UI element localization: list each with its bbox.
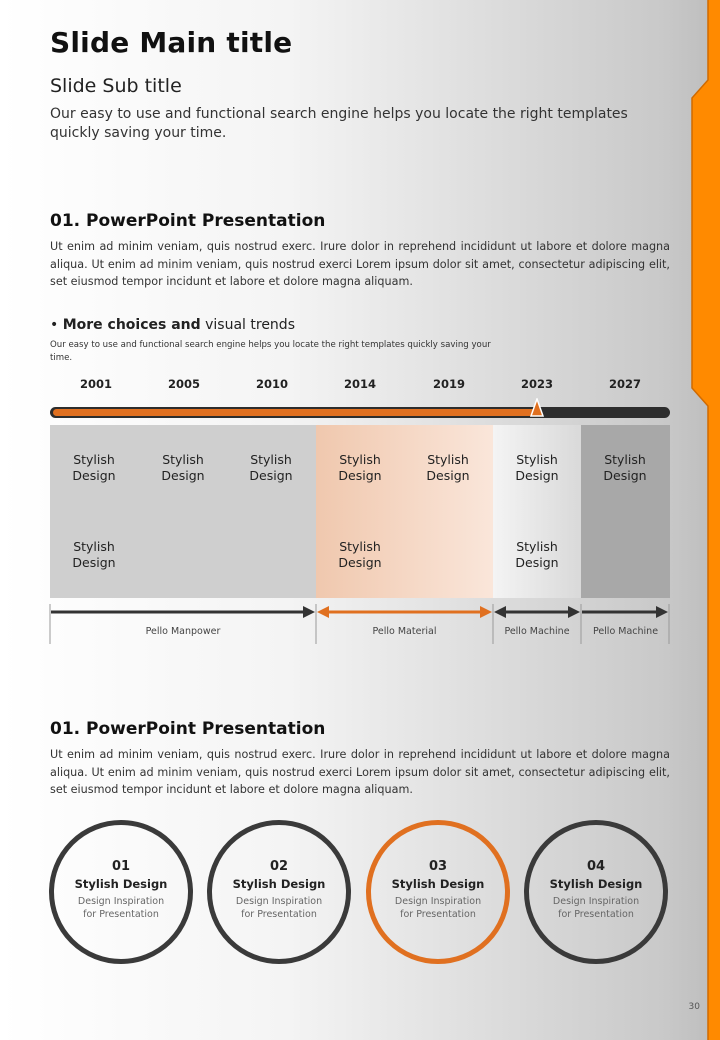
timeline-heading: • More choices and visual trends xyxy=(50,317,295,333)
circle-title: Stylish Design xyxy=(549,877,643,891)
year-label: 2027 xyxy=(608,377,641,391)
cell-text: Stylish Design xyxy=(338,452,382,483)
era-block-machine-2 xyxy=(581,425,670,598)
circle-title: Stylish Design xyxy=(74,877,168,891)
year-label: 2014 xyxy=(343,377,376,391)
circle-number: 04 xyxy=(586,859,606,874)
feature-circle-2 xyxy=(207,820,351,964)
circle-title: Stylish Design xyxy=(391,877,485,891)
section-1-body: Ut enim ad minim veniam, quis nostrud exerc. Irure dolor in reprehend incididunt ut labore et dolore magna aliqua. Ut enim ad minim veniam, quis nostrud exerci Lorem ipsum dolor sit amet, consectetur adipiscing elit, set eiusmod tempor incidunt et labore et dolore magna aliquam. xyxy=(50,240,670,288)
era-label-manpower: Pello Manpower xyxy=(145,626,221,637)
circle-number: 01 xyxy=(111,859,131,874)
feature-circle-1 xyxy=(49,820,193,964)
circle-subtitle: Design Inspiration for Presentation xyxy=(552,896,640,920)
era-span-arrows xyxy=(48,602,674,646)
year-label: 2001 xyxy=(79,377,112,391)
cell-text: Stylish Design xyxy=(515,452,559,483)
cell-text: Stylish Design xyxy=(338,539,382,570)
era-block-material xyxy=(316,425,493,598)
era-block-machine-1 xyxy=(493,425,581,598)
page-description: Our easy to use and functional search engine helps you locate the right templates quickly saving your time. xyxy=(50,106,628,141)
circle-title: Stylish Design xyxy=(232,877,326,891)
timeline-heading-rest: visual trends xyxy=(205,317,295,333)
timeline-description: Our easy to use and functional search engine helps you locate the right templates quickly saving your time. xyxy=(50,340,491,363)
circle-subtitle: Design Inspiration for Presentation xyxy=(235,896,323,920)
timeline-progress-fill xyxy=(53,409,537,416)
section-1-title: 01. PowerPoint Presentation xyxy=(50,211,326,231)
timeline-heading-bold: More choices and xyxy=(62,317,201,333)
cell-text: Stylish Design xyxy=(72,452,116,483)
cell-text: Stylish Design xyxy=(515,539,559,570)
era-label-machine-1: Pello Machine xyxy=(504,626,570,637)
year-label: 2023 xyxy=(520,377,553,391)
year-label: 2005 xyxy=(167,377,200,391)
page-title: Slide Main title xyxy=(50,26,293,59)
feature-circle-3 xyxy=(366,820,510,964)
timeline-track xyxy=(50,407,670,418)
cell-text: Stylish Design xyxy=(603,452,647,483)
timeline-marker-icon xyxy=(530,398,544,418)
circle-subtitle: Design Inspiration for Presentation xyxy=(394,896,482,920)
feature-circle-4 xyxy=(524,820,668,964)
era-label-machine-2: Pello Machine xyxy=(592,626,659,637)
cell-text: Stylish Design xyxy=(161,452,205,483)
year-label: 2010 xyxy=(255,377,288,391)
era-block-manpower xyxy=(50,425,316,598)
circle-number: 03 xyxy=(428,859,448,874)
page-subtitle: Slide Sub title xyxy=(50,75,182,97)
page-number: 30 xyxy=(688,1002,700,1012)
cell-text: Stylish Design xyxy=(72,539,116,570)
cell-text: Stylish Design xyxy=(249,452,293,483)
circle-subtitle: Design Inspiration for Presentation xyxy=(77,896,165,920)
cell-text: Stylish Design xyxy=(426,452,470,483)
side-accent-tab xyxy=(688,0,720,1040)
section-2-title: 01. PowerPoint Presentation xyxy=(50,719,326,739)
era-label-material: Pello Material xyxy=(372,626,437,637)
circle-number: 02 xyxy=(269,859,289,874)
year-label: 2019 xyxy=(432,377,465,391)
section-2-body: Ut enim ad minim veniam, quis nostrud exerc. Irure dolor in reprehend incididunt ut labore et dolore magna aliqua. Ut enim ad minim veniam, quis nostrud exerci Lorem ipsum dolor sit amet, consectetur adipiscing elit, set eiusmod tempor incidunt et labore et dolore magna aliquam. xyxy=(50,748,670,796)
